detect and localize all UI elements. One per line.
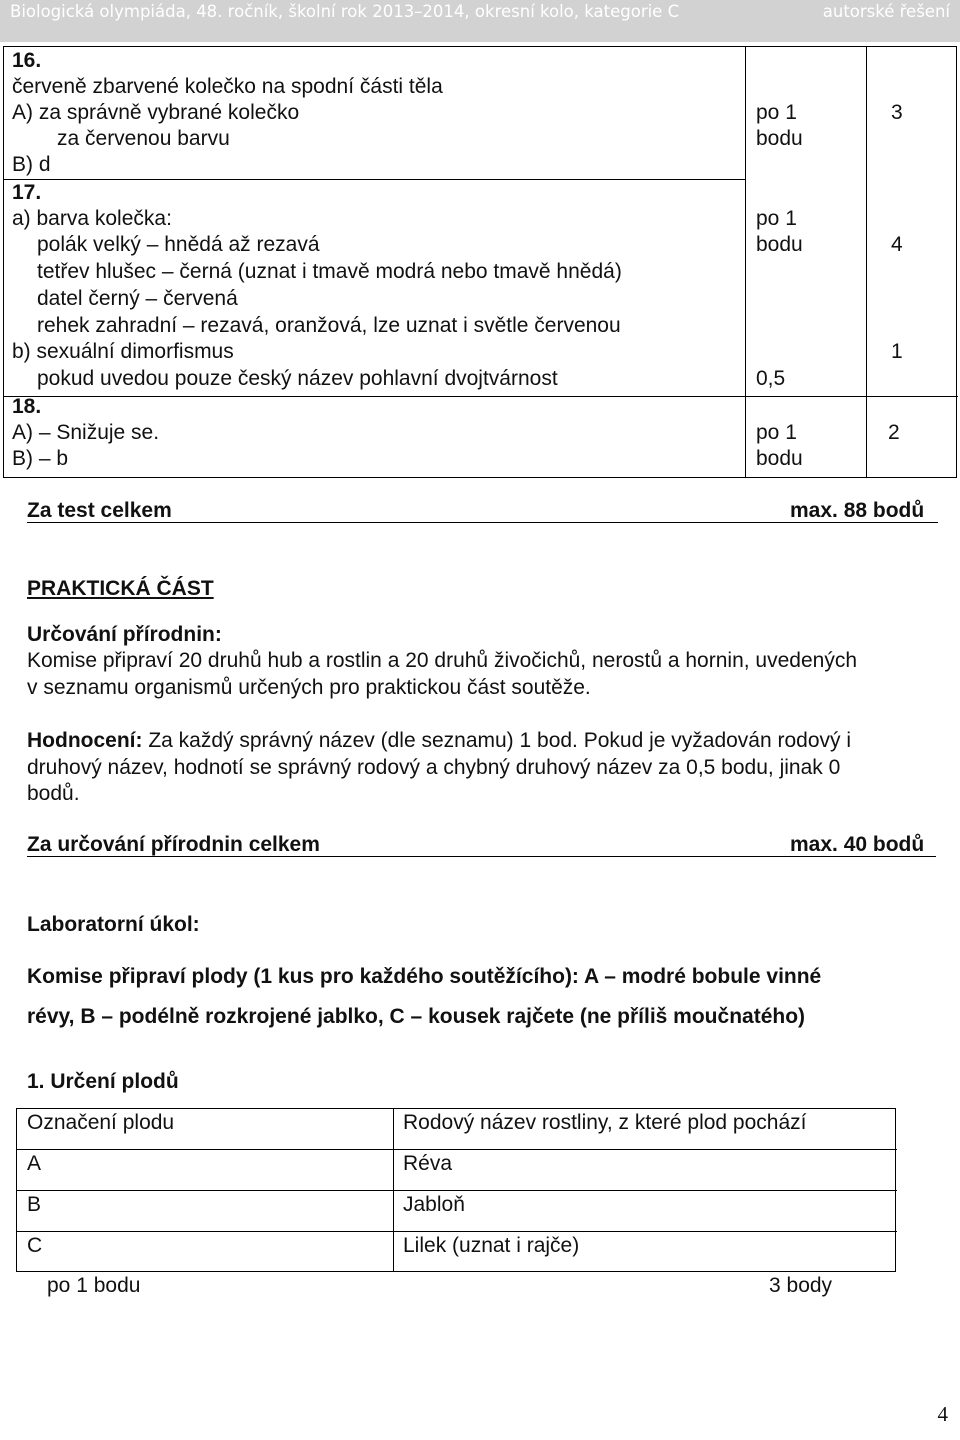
q16-line-3: za červenou barvu [57,127,230,150]
q17-points-a: po 1 [756,207,797,230]
q17-number: 17. [12,181,42,204]
fruit-table-row-divider-3 [17,1231,897,1232]
q18-points-b: bodu [756,447,803,470]
table-divider-2 [866,47,867,477]
fruit-table-row-2-value: Jabloň [403,1193,465,1216]
q17-line-5: rehek zahradní – rezavá, oranžová, lze uznat i světle červenou [37,314,621,337]
practical-para-line-2: v seznamu organismů určených pro praktickou část soutěže. [27,676,591,699]
lab-intro-line-2: révy, B – podélně rozkrojené jablko, C – kousek rajčete (ne příliš moučnatého) [27,1005,806,1028]
fruit-table-row-1-value: Réva [403,1152,453,1175]
table-divider-1 [745,47,746,477]
evaluation-line-3: bodů. [27,782,80,805]
q17-line-1: a) barva kolečka: [12,207,172,230]
header-left-text: Biologická olympiáda, 48. ročník, školní rok 2013–2014, okresní kolo, kategorie C [10,2,680,21]
table-row-divider-1 [4,179,745,180]
evaluation-line-1 [27,728,851,754]
q17-line-2: polák velký – hnědá až rezavá [37,233,320,256]
q17-points-b: bodu [756,233,803,256]
q16-number: 16. [12,49,42,72]
q16-points-b: bodu [756,127,803,150]
page-header [0,0,960,42]
lab-task-title: 1. Určení plodů [27,1070,179,1093]
q17-line-7: pokud uvedou pouze český název pohlavní dvojtvárnost [37,367,558,390]
q18-line-1: A) – Snižuje se. [12,421,160,444]
page-number: 4 [937,1402,948,1426]
q17-line-6: b) sexuální dimorfismus [12,340,234,363]
fruit-table-header-col-2: Rodový název rostliny, z které plod pochází [403,1111,807,1134]
q17-total-a: 4 [891,233,903,256]
q18-number: 18. [12,395,42,418]
q16-line-1: červeně zbarvené kolečko na spodní části těla [12,75,443,98]
test-total-value: max. 88 bodů [790,499,925,522]
fruit-table-row-1-label: A [27,1152,42,1175]
identification-total-underline [27,856,936,857]
practical-subheading: Určování přírodnin: [27,623,222,646]
q16-line-4: B) d [12,153,51,176]
identification-total-label: Za určování přírodnin celkem [27,833,320,856]
lab-intro-line-1: Komise připraví plody (1 kus pro každého soutěžícího): A – modré bobule vinné [27,965,822,988]
q16-points-a: po 1 [756,101,797,124]
lab-points-right: 3 body [769,1274,833,1297]
q18-total: 2 [888,421,900,444]
fruit-table-row-divider-1 [17,1149,897,1150]
test-total-underline [27,522,938,523]
q17-line-4: datel černý – červená [37,287,238,310]
q17-line-3: tetřev hlušec – černá (uznat i tmavě modrá nebo tmavě hnědá) [37,260,622,283]
table-row-divider-2 [4,396,958,397]
identification-total-value: max. 40 bodů [790,833,925,856]
q16-line-2: A) za správně vybrané kolečko [12,101,300,124]
practical-para-line-1: Komise připraví 20 druhů hub a rostlin a 20 druhů živočichů, nerostů a hornin, uvedených [27,649,857,672]
q17-points-half: 0,5 [756,367,786,390]
test-total-label: Za test celkem [27,499,172,522]
q18-line-2: B) – b [12,447,69,470]
lab-heading: Laboratorní úkol: [27,913,200,936]
lab-points-left: po 1 bodu [47,1274,141,1297]
evaluation-text-1: Za každý správný název (dle seznamu) 1 bod. Pokud je vyžadován rodový i [142,729,852,752]
q18-points-a: po 1 [756,421,797,444]
fruit-table-row-divider-2 [17,1190,897,1191]
fruit-table-row-3-label: C [27,1234,43,1257]
fruit-table-row-2-label: B [27,1193,42,1216]
q16-total: 3 [891,101,903,124]
practical-heading: PRAKTICKÁ ČÁST [27,577,214,600]
q17-total-b: 1 [891,340,903,363]
evaluation-line-2: druhový název, hodnotí se správný rodový a chybný druhový název za 0,5 bodu, jinak 0 [27,756,841,779]
fruit-table-header-col-1: Označení plodu [27,1111,175,1134]
header-right-text: autorské řešení [822,2,950,21]
fruit-table-row-3-value: Lilek (uznat i rajče) [403,1234,580,1257]
evaluation-label: Hodnocení: [27,729,143,752]
